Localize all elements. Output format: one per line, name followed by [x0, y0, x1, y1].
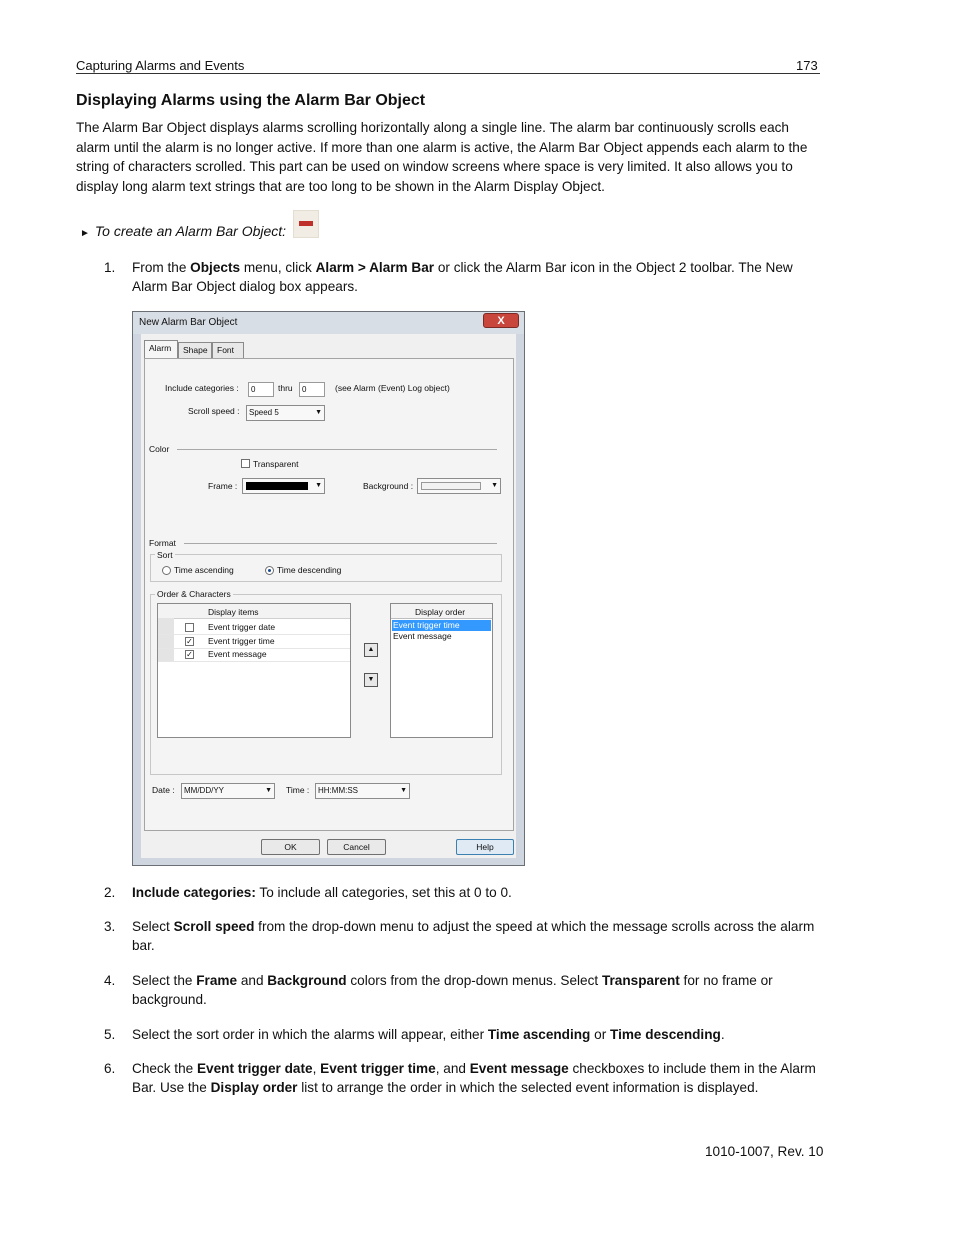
include-from-input[interactable]: 0	[248, 382, 274, 397]
bold-term: Time descending	[610, 1027, 721, 1042]
format-group-label: Format	[149, 538, 176, 548]
order-characters-label: Order & Characters	[157, 589, 231, 599]
intro-paragraph: The Alarm Bar Object displays alarms scrolling horizontally along a single line. The alarm bar continuously scrolls each alarm until the alarm is no longer active. If more than one alarm is active, the Alarm Bar Object appends each alarm to the string of characters scrolled. This part can be used on window screens where space is very limited. It also allows you to display long alarm text strings that are too long to be shown in the Alarm Display Object.	[76, 120, 808, 194]
arrow-down-icon: ▼	[367, 676, 375, 683]
bold-term: Scroll speed	[173, 919, 255, 934]
date-format-value: MM/DD/YY	[184, 786, 224, 795]
tab-font[interactable]: Font	[212, 342, 244, 358]
text-run: Select the	[132, 973, 197, 988]
display-item-checkbox[interactable]: ✓	[186, 650, 193, 659]
display-order-header: Display order	[415, 607, 466, 617]
time-ascending-radio[interactable]	[162, 566, 171, 575]
text-run: , and	[435, 1061, 470, 1076]
step-number: 6.	[104, 1061, 116, 1076]
dropdown-arrow-icon: ▼	[400, 787, 407, 794]
display-item-row[interactable]	[158, 635, 350, 649]
tab-alarm[interactable]: Alarm	[144, 340, 178, 358]
transparent-checkbox[interactable]	[241, 459, 250, 468]
arrow-up-icon: ▲	[367, 646, 375, 653]
time-descending-label: Time descending	[277, 565, 342, 575]
frame-label: Frame :	[208, 481, 238, 491]
step-number: 1.	[104, 260, 116, 275]
transparent-label: Transparent	[253, 459, 299, 469]
text-run: for no frame or background.	[132, 973, 773, 1007]
bold-term: Event message	[469, 1061, 569, 1076]
sort-group-label: Sort	[157, 550, 173, 560]
bold-term: Include categories:	[132, 885, 256, 900]
bold-term: Alarm > Alarm Bar	[315, 260, 435, 275]
cancel-button[interactable]: Cancel	[327, 839, 386, 855]
display-item-label: Event message	[208, 649, 267, 659]
move-down-button[interactable]	[364, 673, 378, 687]
bold-term: Frame	[196, 973, 238, 988]
document-revision: 1010-1007, Rev. 10	[705, 1144, 824, 1159]
dropdown-arrow-icon: ▼	[265, 787, 272, 794]
include-categories-label: Include categories :	[165, 383, 239, 393]
display-item-checkbox[interactable]: ✓	[186, 636, 193, 646]
bold-term: Display order	[210, 1080, 298, 1095]
see-log-note: (see Alarm (Event) Log object)	[335, 383, 450, 393]
background-color-swatch	[421, 482, 481, 490]
date-format-select[interactable]	[181, 783, 275, 799]
color-divider	[177, 449, 497, 450]
color-group-label: Color	[149, 444, 170, 454]
text-run: .	[720, 1027, 725, 1042]
text-run: From the	[132, 260, 191, 275]
display-order-item[interactable]: Event message	[393, 631, 452, 641]
time-ascending-label: Time ascending	[174, 565, 234, 575]
text-run: or	[590, 1027, 611, 1042]
step-number: 2.	[104, 885, 116, 900]
scroll-speed-select[interactable]	[246, 405, 325, 421]
step-text	[132, 917, 824, 955]
frame-color-select[interactable]	[242, 478, 325, 494]
step-number: 3.	[104, 919, 116, 934]
display-item-label: Event trigger time	[208, 635, 275, 646]
step-text	[132, 883, 824, 902]
alarm-tab-panel	[144, 358, 514, 831]
bold-term: Event trigger date	[196, 1061, 313, 1076]
text-run: colors from the drop-down menus. Select	[346, 973, 602, 988]
dialog-title: New Alarm Bar Object	[139, 317, 238, 328]
new-alarm-bar-dialog	[132, 311, 525, 866]
text-run: Check the	[132, 1061, 197, 1076]
step-number: 4.	[104, 973, 116, 988]
dialog-body	[141, 334, 516, 858]
time-label: Time :	[286, 785, 310, 795]
thru-label: thru	[278, 383, 293, 393]
text-run: menu, click	[240, 260, 316, 275]
display-item-label: Event trigger date	[208, 622, 276, 632]
text-run: checkboxes to include them in the Alarm Bar. Use the	[132, 1061, 816, 1095]
display-order-item[interactable]: Event trigger time	[392, 620, 491, 631]
display-order-list	[390, 603, 493, 738]
step-text	[132, 1025, 824, 1044]
background-color-select[interactable]	[417, 478, 501, 494]
tab-shape[interactable]: Shape	[178, 342, 212, 358]
move-up-button[interactable]	[364, 643, 378, 657]
text-run: list to arrange the order in which the selected event information is displayed.	[297, 1080, 759, 1095]
page-number: 173	[796, 58, 818, 73]
display-items-header: Display items	[208, 607, 259, 617]
section-heading: Displaying Alarms using the Alarm Bar Object	[76, 92, 426, 109]
running-header: Capturing Alarms and Events	[76, 58, 245, 73]
dropdown-arrow-icon: ▼	[491, 482, 498, 489]
text-run: Select the sort order in which the alarms will appear, either	[132, 1027, 488, 1042]
text-run: Select	[132, 919, 174, 934]
display-item-row[interactable]	[158, 621, 350, 635]
alarm-bar-toolbar-icon	[293, 210, 319, 238]
format-divider	[184, 543, 497, 544]
date-label: Date :	[152, 785, 175, 795]
dropdown-arrow-icon: ▼	[315, 409, 322, 416]
close-button[interactable]: X	[483, 313, 519, 328]
bold-term: Time ascending	[487, 1027, 591, 1042]
include-to-input[interactable]: 0	[299, 382, 325, 397]
alarm-bar-icon-strip	[299, 221, 313, 226]
text-run: ,	[312, 1061, 321, 1076]
frame-color-swatch	[246, 482, 308, 490]
time-format-value: HH:MM:SS	[318, 786, 358, 795]
procedure-title	[80, 223, 286, 239]
bold-term: Objects	[190, 260, 241, 275]
step-number: 5.	[104, 1027, 116, 1042]
help-button[interactable]: Help	[456, 839, 514, 855]
text-run: and	[237, 973, 268, 988]
text-run: from the drop-down menu to adjust the speed at which the message scrolls across the alarm bar.	[132, 919, 815, 953]
time-format-select[interactable]	[315, 783, 410, 799]
time-descending-radio[interactable]	[265, 566, 274, 575]
background-label: Background :	[363, 481, 414, 491]
display-items-list	[157, 603, 351, 738]
dialog-titlebar	[133, 312, 524, 334]
scroll-speed-value: Speed 5	[249, 408, 279, 417]
text-run: To include all categories, set this at 0 to 0.	[255, 885, 512, 900]
header-rule	[76, 73, 820, 74]
triangle-bullet-icon: ►	[80, 228, 90, 239]
ok-button[interactable]: OK	[261, 839, 320, 855]
scroll-speed-label: Scroll speed :	[188, 406, 240, 416]
step-text	[132, 258, 824, 296]
display-item-row[interactable]	[158, 648, 350, 662]
procedure-text: To create an Alarm Bar Object:	[94, 223, 287, 239]
bold-term: Transparent	[601, 973, 680, 988]
step-text	[132, 1059, 824, 1097]
text-run: or click the Alarm Bar icon in the Object 2 toolbar. The New Alarm Bar Object dialog box appears.	[132, 260, 793, 294]
step-text	[132, 971, 824, 1009]
bold-term: Background	[267, 973, 347, 988]
display-item-checkbox[interactable]	[185, 623, 194, 632]
dropdown-arrow-icon: ▼	[315, 482, 322, 489]
bold-term: Event trigger time	[320, 1061, 436, 1076]
